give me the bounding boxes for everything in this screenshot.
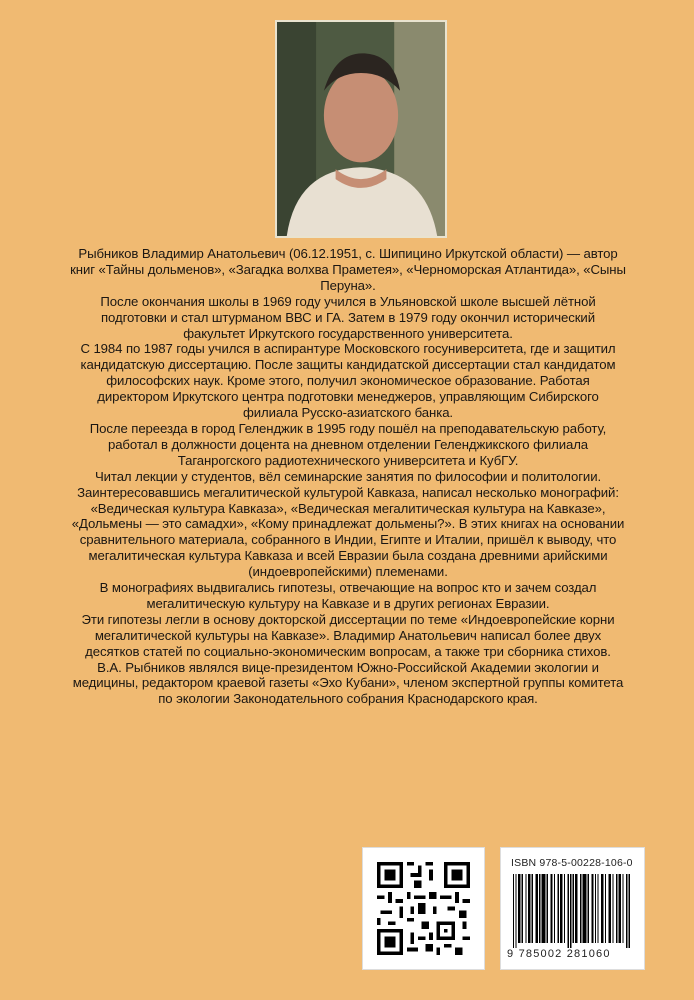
qr-code-panel[interactable] <box>362 847 485 970</box>
author-photo <box>275 20 447 238</box>
qr-code-icon <box>377 862 470 955</box>
barcode-digits: 9 785002 281060 <box>507 948 611 960</box>
bio-paragraph: Эти гипотезы легли в основу докторской диссертации по теме «Индоевропейские корни мегалитической культуры на Кавказе». Владимир Анатольевич написал более двух десятков статей по социально-экономическим вопросам, а также три сборника стихов. <box>81 611 615 659</box>
isbn-label: ISBN 978-5-00228-106-0 <box>511 857 633 869</box>
bio-paragraph: С 1984 по 1987 годы учился в аспирантуре Московского госуниверситета, где и защитил кандидатскую диссертацию. После защиты кандидатской диссертации стал кандидатом философских наук. Кроме этого, получил экономическое образование. Работая директором Иркутского центра подготовки менеджеров, управляющим Сибирского филиала Русско-азиатского банка. <box>80 341 616 421</box>
author-bio <box>70 246 626 707</box>
isbn-barcode-panel <box>500 847 645 970</box>
bio-paragraph: После переезда в город Геленджик в 1995 году пошёл на преподавательскую работу, работал в должности доцента на дневном отделении Геленджикского филиала Таганрогского радиотехнического университета и КубГУ. <box>89 420 607 468</box>
bio-paragraph: В монографиях выдвигались гипотезы, отвечающие на вопрос кто и зачем создал мегалитическую культуру на Кавказе и в других регионах Евразии. <box>99 580 597 611</box>
bio-paragraph: Читал лекции у студентов, вёл семинарские занятия по философии и политологии. Заинтересовавшись мегалитической культурой Кавказа, написал несколько монографий: «Ведическая культура Кавказа», «Ведическая мегалитическая культура на Кавказе», «Дольмены — это самадхи», «Кому принадлежат дольмены?». В этих книгах на основании сравнительного материала, собранного в Индии, Египте и Италии, пришёл к выводу, что мегалитическая культура Кавказа и всей Евразии была создана древними арийскими (индоевропейскими) племенами. <box>71 468 625 580</box>
bio-paragraph: Рыбников Владимир Анатольевич (06.12.1951, с. Шипицино Иркутской области) — автор книг «Тайны дольменов», «Загадка волхва Праметея», «Черноморская Атлантида», «Сыны Перуна». <box>70 246 626 293</box>
barcode-icon <box>513 874 631 948</box>
bio-paragraph: В.А. Рыбников являлся вице-президентом Южно-Российской Академии экологии и медицины, редактором краевой газеты «Эхо Кубани», членом экспертной группы комитета по экологии Законодательного собрания Краснодарского края. <box>72 659 624 707</box>
bio-paragraph: После окончания школы в 1969 году учился в Ульяновской школе высшей лётной подготовки и стал штурманом ВВС и ГА. Затем в 1979 году окончил исторический факультет Иркутского государственного университета. <box>100 293 596 341</box>
